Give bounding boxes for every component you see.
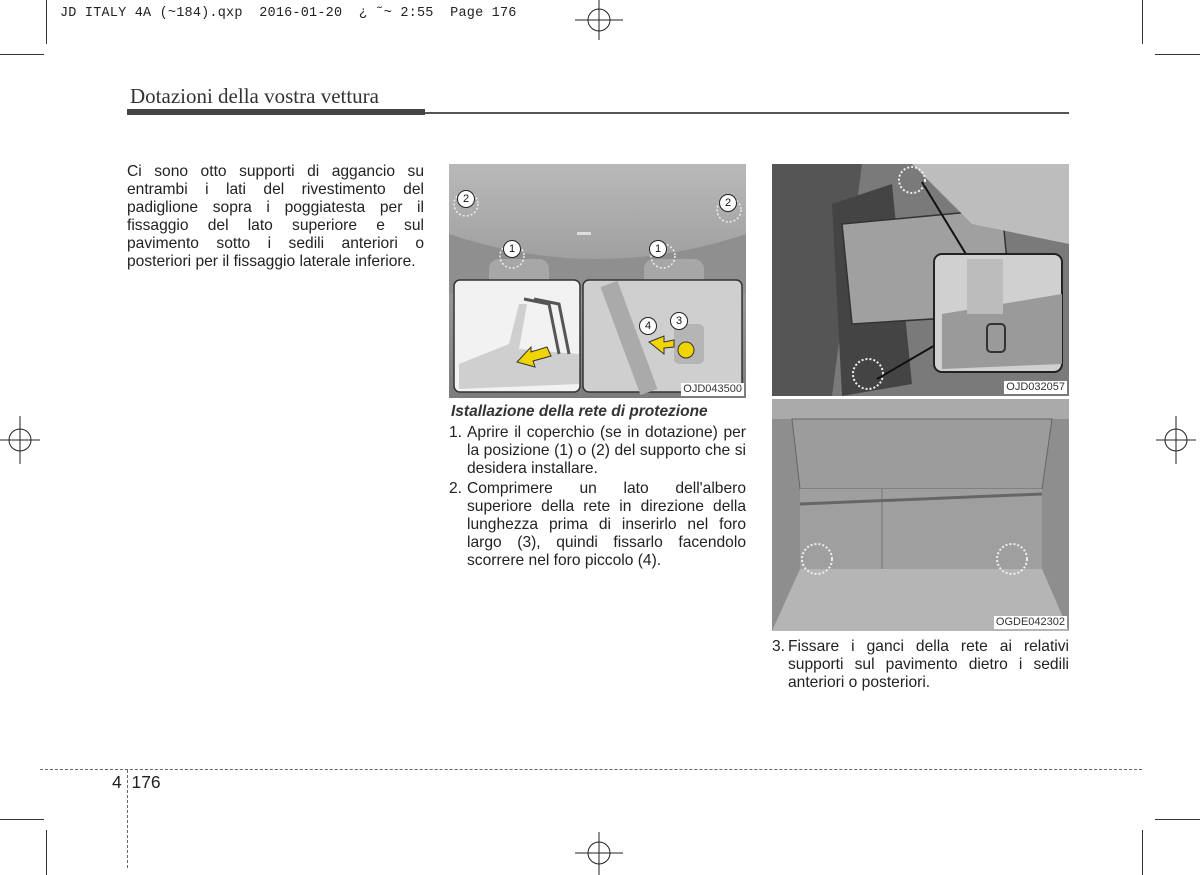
crosshair-registration-icon [1156,416,1196,464]
print-slug: JD ITALY 4A (~184).qxp 2016-01-20 ¿ ˜~ 2:55 Page 176 [60,6,517,21]
list-item [449,424,746,478]
callout-2-right: 2 [719,194,737,212]
header-rule-thick [127,109,425,115]
step-number: 2. [449,480,463,497]
page-number: 4 176 [112,772,161,792]
footer-dashed-rule [40,769,1142,770]
crosshair-registration-icon [0,416,40,464]
step-text: Aprire il coperchio (se in dotazione) per la posizione (1) o (2) del supporto che si desidera installare. [467,424,746,477]
step-text: Fissare i ganci della rete ai relativi supporti sul pavimento dietro i sedili anteriori o posteriori. [788,638,1069,691]
figure-cargo-net [772,399,1069,631]
step-number: 3. [772,638,786,655]
figure-code: OGDE042302 [995,616,1065,628]
crop-mark [1155,54,1200,55]
figure-code: OJD043500 [683,383,742,395]
figure-headliner-hooks [449,164,746,398]
floor-hook-illustration [772,164,1069,396]
figure-code: OJD032057 [1006,381,1065,393]
figure-floor-hook [772,164,1069,396]
crop-mark [1142,0,1143,44]
list-item [449,480,746,570]
cargo-net-illustration [772,399,1069,631]
crosshair-registration-icon [575,832,623,875]
callout-1-right: 1 [649,240,667,258]
intro-paragraph: Ci sono otto supporti di aggancio su entrambi i lati del rivestimento del padiglione sopra i poggiatesta per il fissaggio del lato superiore e sul pavimento sotto i sedili anteriori o posteriori per il fissaggio laterale inferiore. [127,163,424,270]
crop-mark [1142,830,1143,875]
callout-1-left: 1 [503,240,521,258]
section-title: Dotazioni della vostra vettura [130,84,379,108]
crosshair-registration-icon [575,0,623,40]
headliner-illustration [449,164,746,398]
crop-mark [0,54,44,55]
step-number: 1. [449,424,463,441]
callout-4: 4 [639,317,657,335]
header-rule-thin [425,112,1069,114]
crop-mark [46,0,47,44]
figure-caption: Istallazione della rete di protezione [451,403,708,420]
crop-mark [1155,819,1200,820]
callout-3: 3 [670,312,688,330]
steps-list [449,424,746,572]
step-text: Comprimere un lato dell'albero superiore della rete in direzione della lunghezza prima di inserirlo nel foro largo (3), quindi fissarlo facendolo scorrere nel foro piccolo (4). [467,480,746,569]
crop-mark [46,830,47,875]
step-3 [772,638,1069,692]
crop-mark [0,819,44,820]
callout-2-left: 2 [457,190,475,208]
